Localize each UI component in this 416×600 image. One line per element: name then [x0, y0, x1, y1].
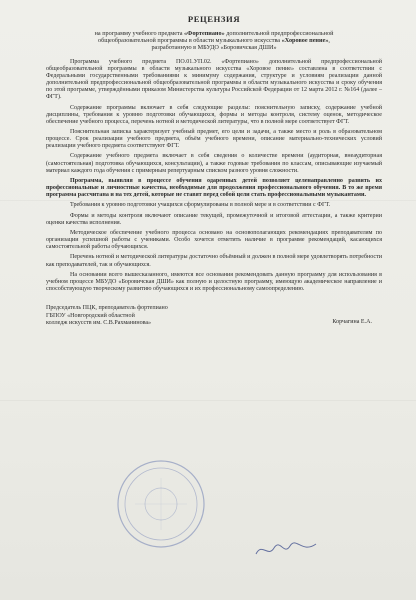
- paragraph: На основании всего вышесказанного, имеются все основания рекомендовать данную программу для использования в учебном процессе МБУДО «Боровичская ДШИ» как полную и целостную программу, имеющую академическое направление и способствующую творческому развитию обучающихся и их профессиональному самоопределению.: [46, 271, 382, 292]
- bold-paragraph: Программа, выявляя в процессе обучения одаренных детей позволяет целенаправленно развить их профессиональные и личностные качества, необходимые для продолжения профессионального обучения. В то же время программа рассчитана и на тех детей, которые не ставят перед собой цели стать профессиональными музыкантами.: [46, 177, 382, 199]
- paper-crease: [0, 200, 416, 201]
- subtitle-line-3: разработанную в МБУДО «Боровичская ДШИ»: [151, 44, 277, 52]
- paragraph: Методическое обеспечение учебного процесса основано на основополагающих рекомендациях преподавателям по организации успешной работы с учениками. Особо хочется отметить наличие в программе рекомендаций, касающихся самостоятельной работы обучающихся.: [46, 229, 382, 251]
- paragraph: Требования к уровню подготовки учащихся сформулированы в полной мере и в соответствии с ФГТ.: [70, 202, 331, 209]
- signature-block: [46, 305, 382, 327]
- document-title: РЕЦЕНЗИЯ: [187, 14, 241, 24]
- paragraph: Перечень нотной и методической литературы достаточно объёмный и должен в полной мере удовлетворять потребности как преподавателей, так и обучающихся.: [46, 254, 382, 268]
- subtitle-line-1: на программу учебного предмета «Фортепиано» дополнительной предпрофессиональной: [94, 30, 334, 37]
- signature-line-2: ГБПОУ «Новгородский областной: [46, 312, 135, 319]
- paragraph: Содержание программы включает в себя следующие разделы: пояснительную записку, содержание учебной дисциплины, требования к уровню подготовки обучающихся, формы и методы контроля, систему оценок, методическое обеспечение учебного процесса, перечень нотной и методической литературы, что в полной мере соответствует ФГТ.: [46, 104, 382, 125]
- signature-line-1: Председатель ПЦК, преподаватель фортепиано: [46, 305, 168, 312]
- document-subtitle: [46, 30, 382, 52]
- signer-name: Корчагина Е.А.: [332, 319, 372, 326]
- paper-crease: [0, 400, 416, 401]
- paragraph: Содержание учебного предмета включает в себя сведения о количестве времени (аудиторная, внеаудиторная (самостоятельная) подготовка обучающихся, консультации), а также годовые требования по классам, описывающие изучаемый материал каждого года обучения с примерным репертуарным списком разного уровня сложности.: [46, 153, 382, 174]
- paragraph: Пояснительная записка характеризует учебный предмет, его цели и задачи, а также место и роль в образовательном процессе. Срок реализации учебного предмета, объём учебного времени, описание материально-технических условий реализации учебного предмета соответствуют ФГТ.: [46, 129, 382, 150]
- paragraph: Формы и методы контроля включают описание текущей, промежуточной и итоговой аттестации, а также критерии оценки качества исполнения.: [46, 212, 382, 226]
- paragraph: Программа учебного предмета ПО.01.УП.02. «Фортепиано» дополнительной предпрофессиональной общеобразовательной программы в области музыкального искусства «Хоровое пение» составлена в соответствии с Федеральными государственными требованиями к минимуму содержания, структуре и условиям реализации данной дополнительной предпрофессиональной общеобразовательной программы в области музыкального искусства и сроку обучения по этой программе, утверждёнными приказом Министерства культуры Российской Федерации от 12 марта 2012 г. №164 (далее – ФГТ).: [46, 58, 382, 101]
- subtitle-line-2: общеобразовательной программы в области музыкального искусства «Хоровое пение»,: [98, 37, 330, 45]
- signature-line-3: колледж искусств им. С.В.Рахманинова»: [46, 319, 152, 326]
